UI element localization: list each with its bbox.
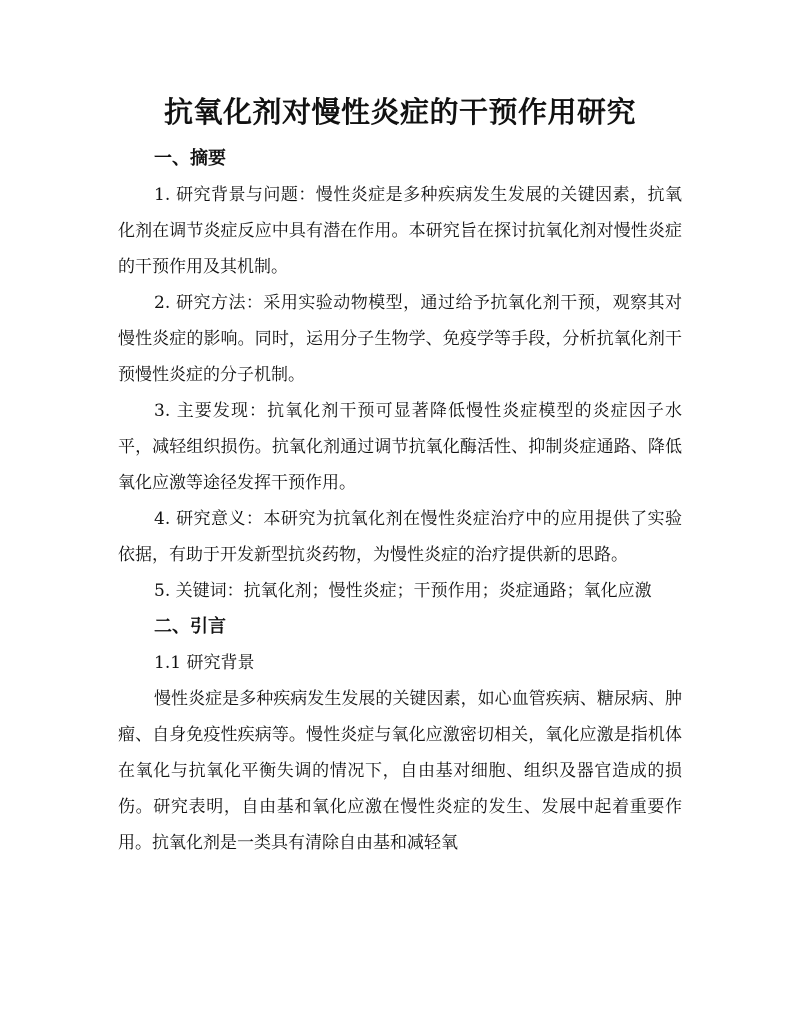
abstract-item-keywords: 5. 关键词：抗氧化剂；慢性炎症；干预作用；炎症通路；氧化应激 — [154, 581, 652, 601]
abstract-item-findings: 3. 主要发现：抗氧化剂干预可显著降低慢性炎症模型的炎症因子水平，减轻组织损伤。抗氧化剂通过调节抗氧化酶活性、抑制炎症通路、降低氧化应激等途径发挥干预作用。 — [118, 401, 682, 493]
section-heading-abstract: 一、摘要 — [154, 148, 226, 169]
subsection-heading-background: 1.1 研究背景 — [154, 653, 255, 673]
abstract-item-methods: 2. 研究方法：采用实验动物模型，通过给予抗氧化剂干预，观察其对慢性炎症的影响。同时，运用分子生物学、免疫学等手段，分析抗氧化剂干预慢性炎症的分子机制。 — [118, 293, 682, 385]
section-heading-intro: 二、引言 — [154, 616, 226, 637]
document-title: 抗氧化剂对慢性炎症的干预作用研究 — [163, 95, 636, 129]
document-body — [118, 141, 682, 861]
abstract-item-background: 1. 研究背景与问题：慢性炎症是多种疾病发生发展的关键因素，抗氧化剂在调节炎症反应中具有潜在作用。本研究旨在探讨抗氧化剂对慢性炎症的干预作用及其机制。 — [118, 185, 682, 277]
abstract-item-significance: 4. 研究意义：本研究为抗氧化剂在慢性炎症治疗中的应用提供了实验依据，有助于开发新型抗炎药物，为慢性炎症的治疗提供新的思路。 — [118, 509, 682, 565]
intro-paragraph: 慢性炎症是多种疾病发生发展的关键因素，如心血管疾病、糖尿病、肿瘤、自身免疫性疾病等。慢性炎症与氧化应激密切相关，氧化应激是指机体在氧化与抗氧化平衡失调的情况下，自由基对细胞、组织及器官造成的损伤。研究表明，自由基和氧化应激在慢性炎症的发生、发展中起着重要作用。抗氧化剂是一类具有清除自由基和减轻氧 — [118, 689, 682, 853]
